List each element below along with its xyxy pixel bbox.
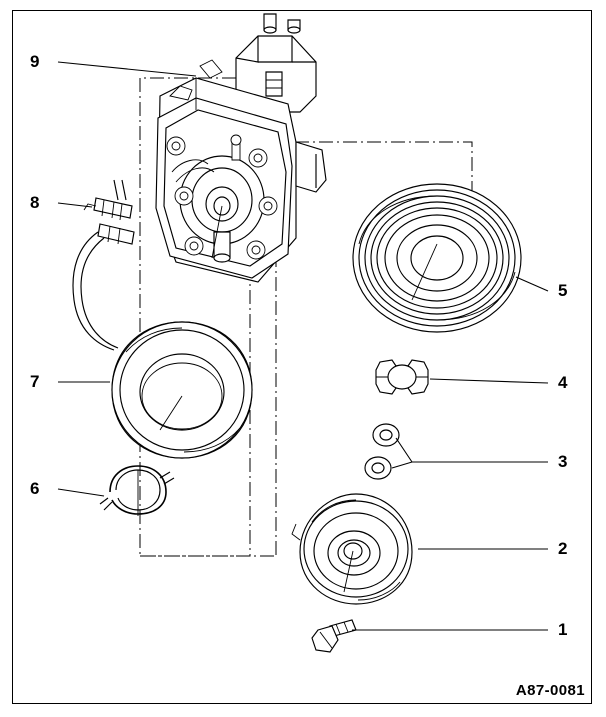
callout-5: 5 (558, 281, 568, 300)
bolt-art (312, 620, 356, 652)
compressor-body-art (156, 14, 326, 282)
callout-3: 3 (558, 452, 568, 471)
callout-7: 7 (30, 372, 40, 391)
figure-code: A87-0081 (513, 680, 588, 701)
callout-9: 9 (30, 52, 40, 71)
shim-washers-art (365, 424, 399, 479)
clutch-plate-art (292, 494, 412, 604)
retaining-ring-art (100, 466, 174, 514)
callout-8: 8 (30, 193, 40, 212)
callout-2: 2 (558, 539, 568, 558)
callout-4: 4 (558, 373, 568, 392)
pulley-art (353, 184, 521, 332)
circlip-art (376, 360, 428, 394)
electromagnetic-coil-art (112, 322, 252, 458)
callout-6: 6 (30, 479, 40, 498)
callout-1: 1 (558, 620, 568, 639)
